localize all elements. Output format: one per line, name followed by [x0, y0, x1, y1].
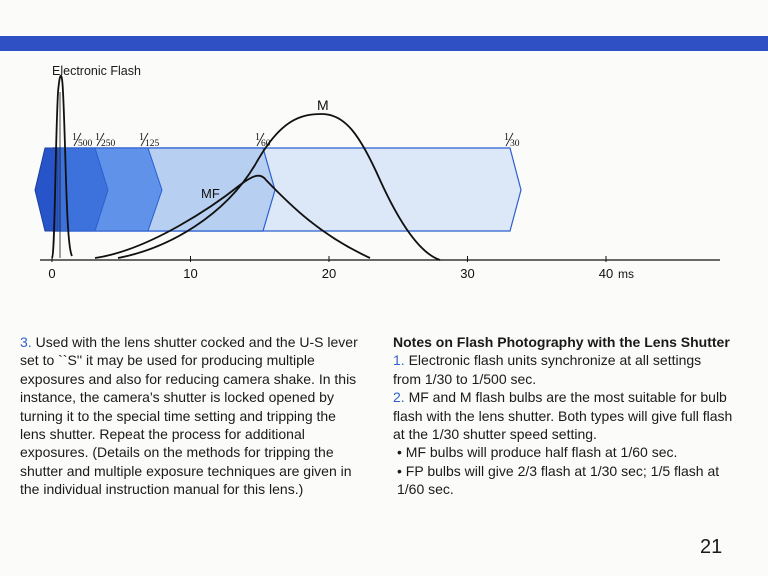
- left-column: [20, 333, 358, 499]
- fraction-denominator: 60: [261, 139, 271, 149]
- fraction-numerator: 1: [72, 132, 77, 143]
- bullet-fp: • FP bulbs will give 2/3 flash at 1/30 sec; 1/5 flash at 1/60 sec.: [397, 462, 720, 498]
- fraction-denominator: 250: [101, 139, 116, 149]
- item-number: 3.: [20, 334, 32, 350]
- shutter-label-1-250: [95, 132, 116, 149]
- note-2: [393, 388, 733, 443]
- bullet-mf: • MF bulbs will produce half flash at 1/60 sec.: [397, 444, 678, 461]
- fraction-denominator: 500: [78, 139, 93, 149]
- mf-curve-label: MF: [201, 186, 220, 201]
- axis-tick-label: 20: [321, 266, 337, 281]
- shutter-label-1-500: [72, 132, 93, 149]
- axis-tick-label: 0: [48, 266, 56, 281]
- axis-unit-label: ms: [618, 267, 634, 281]
- notes-title: Notes on Flash Photography with the Lens Shutter: [393, 334, 730, 350]
- paragraph-item-3: [20, 333, 358, 499]
- fraction-numerator: 1: [95, 132, 100, 143]
- note-2-text: MF and M flash bulbs are the most suitable for bulb flash with the lens shutter. Both types will give full flash at the 1/30 shutter speed setting.: [393, 389, 733, 443]
- shutter-label-1-30: [504, 132, 520, 149]
- diagram-title: Electronic Flash: [52, 64, 141, 78]
- m-curve-label: M: [317, 97, 329, 113]
- right-column: [393, 333, 733, 499]
- fraction-denominator: 30: [510, 139, 520, 149]
- shutter-label-1-60: [255, 132, 271, 149]
- page-number: 21: [700, 536, 723, 558]
- note-1-text: Electronic flash units synchronize at all settings from 1/30 to 1/500 sec.: [393, 352, 702, 387]
- note-1: [393, 351, 733, 388]
- note-2-number: 2.: [393, 389, 405, 406]
- fraction-numerator: 1: [139, 132, 144, 143]
- axis-tick-label: 30: [460, 266, 475, 281]
- note-1-number: 1.: [393, 352, 405, 369]
- shutter-label-1-125: [139, 132, 160, 149]
- fraction-numerator: 1: [504, 132, 509, 143]
- fraction-denominator: 125: [145, 139, 160, 149]
- axis-tick-label: 40: [598, 266, 614, 281]
- fraction-numerator: 1: [255, 132, 260, 143]
- item-3-text: Used with the lens shutter cocked and the U-S lever set to ``S'' it may be used for producing multiple exposures and also for reducing camera shake. In this instance, the camera's shutter is locked opened by turning it to the special time setting and tripping the lens shutter. Repeat the process for additional exposures. (Details on the methods for tripping the shutter and multiple exposure techniques are given in the individual instruction manual for this lens.): [20, 334, 358, 498]
- axis-tick-label: 10: [183, 266, 198, 281]
